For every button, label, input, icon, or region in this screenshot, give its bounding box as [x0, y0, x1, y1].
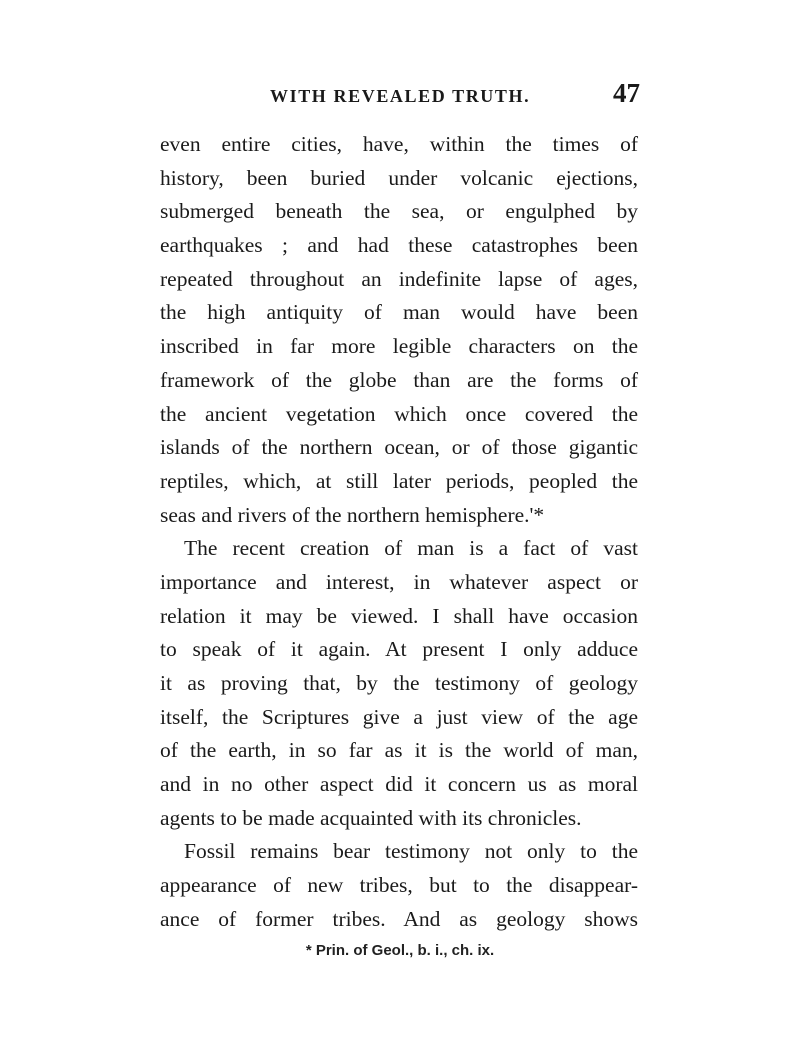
text-line: inscribed in far more legible characters on the [160, 334, 638, 359]
page-number: 47 [613, 78, 640, 108]
page-header [160, 78, 640, 118]
text-line: appearance of new tribes, but to the disappear- [160, 873, 638, 898]
text-line: islands of the northern ocean, or of those gigantic [160, 435, 638, 460]
text-line: importance and interest, in whatever aspect or [160, 569, 638, 594]
paragraph-start-line: Fossil remains bear testimony not only to the [184, 839, 638, 864]
text-line: it as proving that, by the testimony of geology [160, 671, 638, 695]
text-line: repeated throughout an indefinite lapse of ages, [160, 266, 638, 291]
body-text [160, 128, 638, 937]
text-line: agents to be made acquainted with its chronicles. [160, 805, 582, 830]
text-line: history, been buried under volcanic ejections, [160, 165, 638, 190]
text-line: and in no other aspect did it concern us as moral [160, 772, 638, 797]
footnote: * Prin. of Geol., b. i., ch. ix. [305, 942, 495, 959]
running-head: WITH REVEALED TRUTH. [270, 86, 531, 106]
text-line: relation it may be viewed. I shall have occasion [160, 603, 638, 628]
text-line: ance of former tribes. And as geology shows [160, 906, 638, 931]
text-line: earthquakes ; and had these catastrophes been [160, 233, 638, 258]
text-line: to speak of it again. At present I only adduce [160, 637, 638, 662]
text-line: reptiles, which, at still later periods, peopled the [160, 468, 638, 493]
text-line: the high antiquity of man would have been [160, 300, 638, 325]
text-line: the ancient vegetation which once covered the [160, 401, 638, 426]
text-line: of the earth, in so far as it is the world of man, [160, 738, 638, 763]
paragraph-start-line: The recent creation of man is a fact of vast [184, 536, 638, 561]
text-line: framework of the globe than are the forms of [160, 367, 638, 392]
text-line: submerged beneath the sea, or engulphed by [160, 199, 638, 224]
text-line: seas and rivers of the northern hemisphere.'* [160, 502, 545, 527]
text-line: even entire cities, have, within the times of [160, 132, 638, 156]
text-line: itself, the Scriptures give a just view of the age [160, 704, 638, 729]
